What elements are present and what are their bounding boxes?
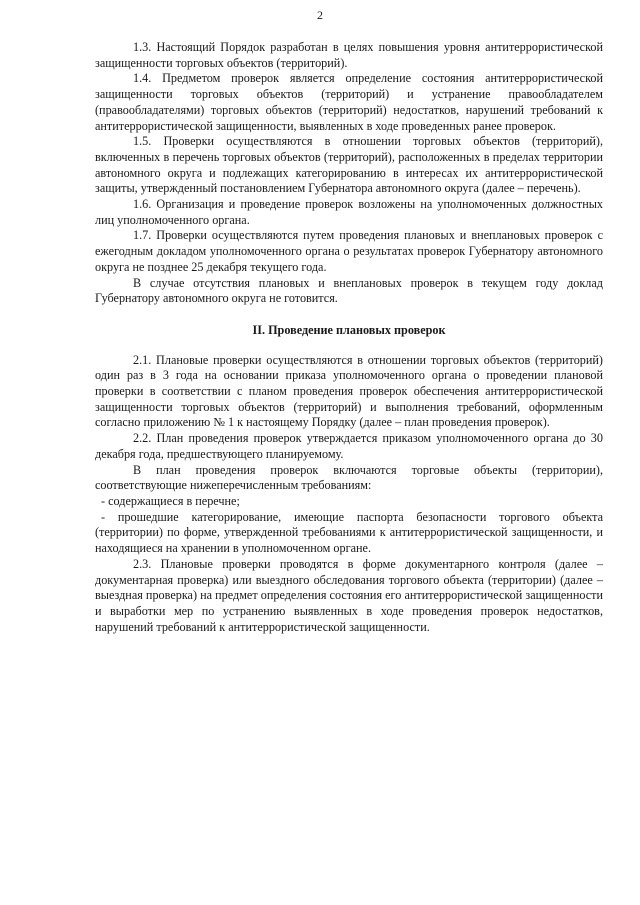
paragraph-1-6: 1.6. Организация и проведение проверок возложены на уполномоченных должностных лиц уполномоченного органа. <box>95 197 603 227</box>
page-number: 2 <box>317 8 323 22</box>
paragraph-2-2: 2.2. План проведения проверок утверждается приказом уполномоченного органа до 30 декабря года, предшествующего планируемому. <box>95 431 603 461</box>
paragraph-1-4: 1.4. Предметом проверок является определение состояния антитеррористической защищенности торговых объектов (территорий) и устранение правообладателем (правообладателями) торговых объектов (территорий) недостатков, нарушений требований к антитеррористической защищенности, выявленных в ходе проведенных ранее проверок. <box>95 71 603 133</box>
paragraph-2-1: 2.1. Плановые проверки осуществляются в отношении торговых объектов (территорий) один раз в 3 года на основании приказа уполномоченного органа о проведении плановой проверки в соответствии с планом проведения проверок обеспечения антитеррористической защищенности торговых объектов (территорий) и выполнения требований, оформленным согласно приложению № 1 к настоящему Порядку (далее – план проведения проверок). <box>95 352 603 430</box>
paragraph-1-5: 1.5. Проверки осуществляются в отношении торговых объектов (территорий), включенных в перечень торговых объектов (территорий), расположенных в пределах территории автономного округа и подлежащих категорированию в интересах их антитеррористической защиты, утвержденный постановлением Губернатора автономного округа (далее – перечень). <box>95 134 603 196</box>
paragraph-no-report: В случае отсутствия плановых и внеплановых проверок в текущем году доклад Губернатору автономного округа не готовится. <box>95 275 603 306</box>
paragraph-1-7: 1.7. Проверки осуществляются путем проведения плановых и внеплановых проверок с ежегодным докладом уполномоченного органа о результатах проверок Губернатору автономного округа не позднее 25 декабря текущего года. <box>95 228 603 274</box>
paragraph-1-3: 1.3. Настоящий Порядок разработан в целях повышения уровня антитеррористической защищенности торговых объектов (территорий). <box>95 40 603 70</box>
list-item: - содержащиеся в перечне; <box>101 493 240 508</box>
paragraph-2-3: 2.3. Плановые проверки проводятся в форме документарного контроля (далее – документарная проверка) или выездного обследования торгового объекта (территории) (далее – выездная проверка) на предмет определения состояния его антитеррористической защищенности и выработки мер по устранению выявленных в ходе проведения проверок недостатков, нарушений требований к антитеррористической защищенности. <box>95 556 603 634</box>
list-item: - прошедшие категорирование, имеющие паспорта безопасности торгового объекта (территории) по форме, утвержденной требованиями к антитеррористической защищенности, и находящиеся на хранении в уполномоченном органе. <box>95 509 603 556</box>
section-heading: II. Проведение плановых проверок <box>252 322 446 337</box>
paragraph-inclusion: В план проведения проверок включаются торговые объекты (территории), соответствующие нижеперечисленным требованиям: <box>95 462 603 493</box>
document-body <box>95 40 603 635</box>
